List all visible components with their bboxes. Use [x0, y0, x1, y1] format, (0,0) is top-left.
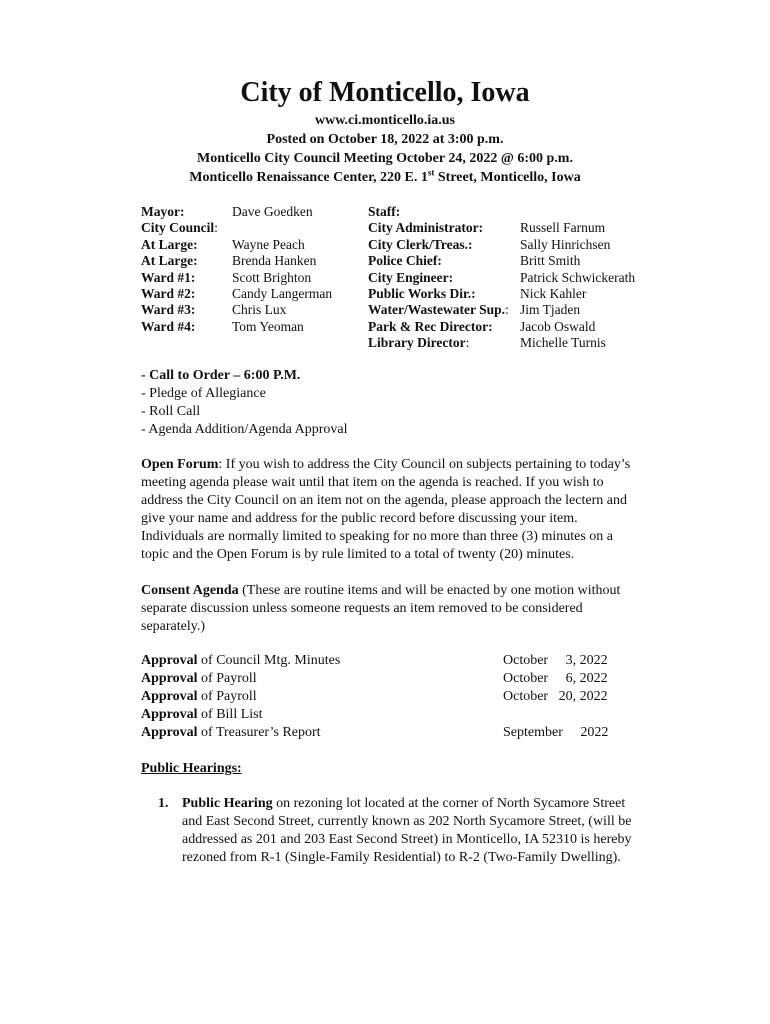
staff-name: Russell Farnum — [520, 220, 606, 236]
staff-name: Nick Kahler — [520, 285, 587, 301]
location-text-end: Street, Monticello, Iowa — [434, 170, 581, 185]
council-role: Ward #3: — [141, 302, 196, 318]
staff-role — [368, 253, 509, 269]
council-name — [232, 220, 332, 236]
call-to-order: - Call to Order – 6:00 P.M. — [141, 368, 301, 383]
opening-items — [141, 367, 641, 439]
approval-text: of Council Mtg. Minutes — [197, 653, 341, 668]
approval-item — [141, 688, 621, 706]
approval-item — [141, 652, 621, 670]
staff-name: Patrick Schwickerath — [520, 269, 636, 285]
approval-label: Approval — [141, 653, 198, 668]
item-text — [182, 795, 638, 867]
staff-name: Sally Hinrichsen — [520, 236, 611, 252]
open-forum-text: : If you wish to address the City Council on subjects pertaining to today’s meeting agenda please wait until that item on the agenda is reached. If you wish to address the City Council on an item not on the agenda, please approach the lectern and give your name and address for the public record before discussing your item. Individuals are normally limited to speaking for no more than three (3) minutes on a topic and the Open Forum is by rule limited to a total of twenty (20) minutes. — [141, 457, 631, 562]
staff-role — [368, 286, 509, 302]
council-role — [141, 220, 218, 236]
opening-item: - Roll Call — [141, 404, 201, 419]
approval-item — [141, 724, 621, 742]
staff-role-text: Police Chief: — [368, 253, 442, 269]
approval-date: October 20, 2022 — [503, 689, 608, 704]
staff-roles — [368, 204, 509, 352]
staff-role-text: City Administrator: — [368, 220, 484, 236]
staff-role-suffix: : — [465, 335, 470, 351]
council-role-suffix: : — [214, 220, 218, 236]
staff-role-text: Library Director — [368, 335, 466, 351]
public-hearing-item — [158, 795, 638, 867]
approval-text: of Payroll — [197, 671, 257, 686]
council-role: Ward #2: — [141, 285, 196, 301]
council-roles — [141, 204, 218, 335]
council-role: Mayor: — [141, 204, 185, 219]
council-name: Scott Brighton — [232, 269, 312, 285]
approval-text: of Treasurer’s Report — [197, 725, 321, 740]
website-line: www.ci.monticello.ia.us — [315, 113, 455, 128]
council-name: Dave Goedken — [232, 204, 313, 219]
council-role: Ward #4: — [141, 318, 196, 334]
consent-agenda — [141, 582, 641, 636]
approval-date: October 3, 2022 — [503, 653, 608, 668]
approval-item — [141, 706, 621, 724]
staff-name: Michelle Turnis — [520, 335, 606, 351]
staff-role-text: Staff: — [368, 204, 401, 219]
approval-text: of Payroll — [197, 689, 257, 704]
item-label: Public Hearing — [182, 796, 273, 811]
page-title: City of Monticello, Iowa — [240, 77, 530, 108]
council-role: Ward #1: — [141, 269, 196, 285]
staff-role-text: Water/Wastewater Sup. — [368, 302, 505, 318]
approvals-list — [141, 652, 621, 742]
council-name: Brenda Hanken — [232, 253, 317, 269]
location-text: Monticello Renaissance Center, 220 E. 1 — [189, 170, 428, 185]
staff-role — [368, 204, 509, 220]
approval-label: Approval — [141, 707, 198, 722]
approval-date: October 6, 2022 — [503, 671, 608, 686]
council-name: Chris Lux — [232, 302, 287, 318]
staff-role — [368, 319, 509, 335]
staff-role-text: Public Works Dir.: — [368, 285, 476, 301]
staff-role — [368, 220, 509, 236]
staff-role-suffix: : — [505, 302, 509, 318]
open-forum — [141, 456, 641, 564]
council-names — [232, 204, 332, 335]
council-role: At Large: — [141, 236, 198, 252]
location-superscript: st — [427, 167, 435, 178]
staff-name: Jim Tjaden — [520, 302, 581, 318]
approval-date: September 2022 — [503, 725, 609, 740]
opening-item: - Pledge of Allegiance — [141, 386, 266, 401]
approval-item — [141, 670, 621, 688]
staff-role-text: Park & Rec Director: — [368, 318, 493, 334]
staff-role-text: City Engineer: — [368, 269, 454, 285]
staff-role — [368, 237, 509, 253]
open-forum-label: Open Forum — [141, 457, 219, 472]
council-name: Tom Yeoman — [232, 318, 304, 334]
council-role: At Large: — [141, 253, 198, 269]
staff-role — [368, 270, 509, 286]
staff-names — [520, 204, 635, 352]
staff-name — [520, 204, 635, 220]
opening-item: - Agenda Addition/Agenda Approval — [141, 422, 348, 437]
staff-role-text: City Clerk/Treas.: — [368, 236, 473, 252]
item-body: on rezoning lot located at the corner of North Sycamore Street and East Second Street, currently known as 202 North Sycamore Street, (will be addressed as 201 and 203 East Second Street) in Monticello, IA 52310 is hereby rezoned from R-1 (Single-Family Residential) to R-2 (Two-Family Dwelling). — [182, 796, 632, 865]
staff-role — [368, 335, 509, 351]
consent-agenda-text: (These are routine items and will be enacted by one motion without separate discussion unless someone requests an item removed to be considered separately.) — [141, 583, 621, 634]
staff-name: Britt Smith — [520, 253, 581, 269]
approval-label: Approval — [141, 689, 198, 704]
staff-role — [368, 302, 509, 318]
council-name: Wayne Peach — [232, 236, 305, 252]
posted-line: Posted on October 18, 2022 at 3:00 p.m. — [266, 132, 504, 147]
council-name: Candy Langerman — [232, 285, 333, 301]
approval-label: Approval — [141, 725, 198, 740]
meeting-line: Monticello City Council Meeting October 24, 2022 @ 6:00 p.m. — [197, 151, 573, 166]
item-number: 1. — [158, 796, 169, 811]
council-role-text: City Council — [141, 220, 215, 236]
public-hearings-heading: Public Hearings: — [141, 761, 242, 776]
location-line — [0, 168, 770, 188]
approval-text: of Bill List — [197, 707, 263, 722]
approval-label: Approval — [141, 671, 198, 686]
consent-agenda-label: Consent Agenda — [141, 583, 239, 598]
staff-name: Jacob Oswald — [520, 318, 596, 334]
